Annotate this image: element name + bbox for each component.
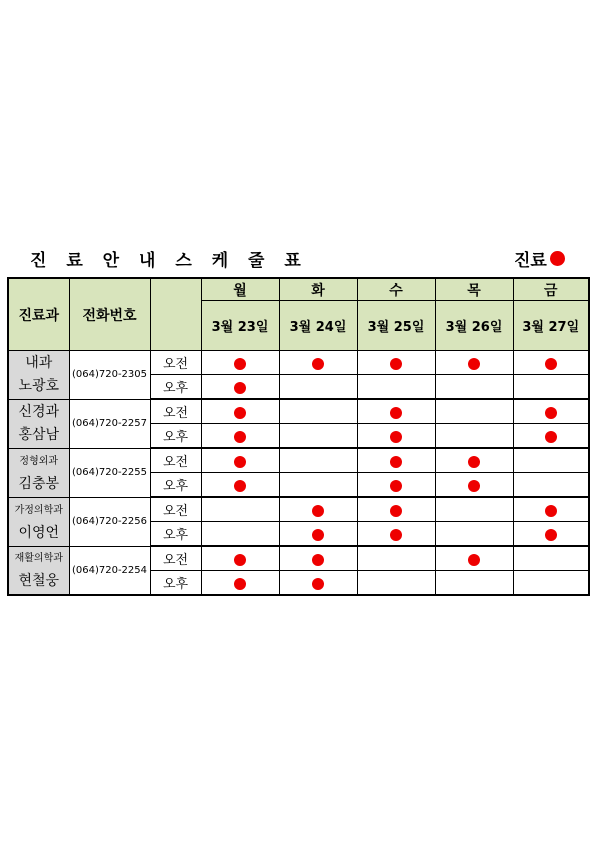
- dept-cell: [8, 546, 69, 595]
- phone-number: (064)720-2256: [69, 497, 150, 546]
- slot-label: 오후: [150, 375, 201, 400]
- schedule-cell: [435, 351, 513, 375]
- header-date: 3월 27일: [513, 301, 589, 351]
- clinic-dot-icon: [312, 578, 324, 590]
- schedule-cell: [279, 473, 357, 498]
- page-title: 진 료 안 내 스 케 줄 표: [30, 251, 308, 271]
- schedule-table: [7, 277, 590, 596]
- schedule-cell: [357, 473, 435, 498]
- schedule-cell: [513, 399, 589, 424]
- clinic-dot-icon: [468, 456, 480, 468]
- phone-number: (064)720-2257: [69, 399, 150, 448]
- slot-label: 오후: [150, 571, 201, 596]
- clinic-dot-icon: [234, 431, 246, 443]
- schedule-cell: [201, 546, 279, 571]
- clinic-dot-icon: [312, 358, 324, 370]
- schedule-cell: [357, 522, 435, 547]
- schedule-cell: [279, 351, 357, 375]
- dept-name: 신경과: [18, 403, 60, 420]
- header-date: 3월 24일: [279, 301, 357, 351]
- schedule-cell: [513, 351, 589, 375]
- schedule-cell: [201, 473, 279, 498]
- header-slot: [150, 278, 201, 351]
- clinic-dot-icon: [468, 480, 480, 492]
- dept-name: 정형외과: [19, 455, 59, 467]
- clinic-dot-icon: [234, 456, 246, 468]
- schedule-cell: [201, 571, 279, 596]
- schedule-cell: [513, 375, 589, 400]
- schedule-cell: [513, 546, 589, 571]
- table-row: [8, 351, 589, 375]
- schedule-cell: [279, 571, 357, 596]
- doctor-name: 홍삼남: [18, 426, 60, 443]
- schedule-cell: [357, 448, 435, 473]
- clinic-dot-icon: [234, 554, 246, 566]
- table-row: [8, 448, 589, 473]
- dept-cell: [8, 351, 69, 400]
- header-day: 금: [513, 278, 589, 301]
- schedule-cell: [201, 424, 279, 449]
- clinic-dot-icon: [545, 358, 557, 370]
- schedule-cell: [435, 497, 513, 522]
- schedule-cell: [201, 522, 279, 547]
- slot-label: 오전: [150, 546, 201, 571]
- legend: [514, 246, 565, 271]
- clinic-dot-icon: [312, 554, 324, 566]
- slot-label: 오전: [150, 351, 201, 375]
- clinic-dot-icon: [234, 407, 246, 419]
- schedule-cell: [279, 448, 357, 473]
- schedule-cell: [279, 399, 357, 424]
- table-row: [8, 399, 589, 424]
- schedule-cell: [513, 448, 589, 473]
- clinic-dot-icon: [234, 480, 246, 492]
- clinic-dot-icon: [234, 578, 246, 590]
- dept-name: 가정의학과: [14, 504, 63, 516]
- header-day: 월: [201, 278, 279, 301]
- schedule-cell: [513, 571, 589, 596]
- clinic-dot-icon: [545, 431, 557, 443]
- clinic-dot-icon: [468, 554, 480, 566]
- dept-cell: [8, 399, 69, 448]
- schedule-cell: [357, 375, 435, 400]
- schedule-cell: [279, 497, 357, 522]
- schedule-cell: [201, 351, 279, 375]
- schedule-cell: [513, 473, 589, 498]
- schedule-cell: [435, 424, 513, 449]
- doctor-name: 현철웅: [18, 573, 60, 590]
- schedule-cell: [201, 375, 279, 400]
- doctor-name: 노광호: [18, 377, 60, 394]
- legend-marker-icon: [550, 251, 565, 266]
- clinic-dot-icon: [468, 358, 480, 370]
- schedule-cell: [279, 375, 357, 400]
- schedule-cell: [435, 448, 513, 473]
- header-date: 3월 25일: [357, 301, 435, 351]
- clinic-dot-icon: [312, 529, 324, 541]
- clinic-dot-icon: [390, 529, 402, 541]
- schedule-cell: [279, 522, 357, 547]
- header-phone: 전화번호: [69, 278, 150, 351]
- header-dept: 진료과: [8, 278, 69, 351]
- schedule-cell: [201, 448, 279, 473]
- slot-label: 오후: [150, 424, 201, 449]
- doctor-name: 김충봉: [18, 475, 60, 492]
- clinic-dot-icon: [545, 407, 557, 419]
- header-date: 3월 26일: [435, 301, 513, 351]
- header-date: 3월 23일: [201, 301, 279, 351]
- schedule-cell: [279, 546, 357, 571]
- schedule-cell: [435, 522, 513, 547]
- doctor-name: 이영언: [18, 524, 60, 541]
- clinic-dot-icon: [390, 480, 402, 492]
- schedule-cell: [357, 399, 435, 424]
- clinic-dot-icon: [390, 456, 402, 468]
- schedule-cell: [201, 399, 279, 424]
- schedule-body: [8, 351, 589, 596]
- schedule-cell: [201, 497, 279, 522]
- schedule-cell: [435, 571, 513, 596]
- schedule-cell: [513, 424, 589, 449]
- header-day: 목: [435, 278, 513, 301]
- phone-number: (064)720-2305: [69, 351, 150, 400]
- slot-label: 오전: [150, 399, 201, 424]
- clinic-dot-icon: [545, 529, 557, 541]
- dept-cell: [8, 448, 69, 497]
- slot-label: 오후: [150, 473, 201, 498]
- schedule-cell: [435, 473, 513, 498]
- schedule-cell: [435, 546, 513, 571]
- schedule-cell: [357, 546, 435, 571]
- clinic-dot-icon: [234, 358, 246, 370]
- phone-number: (064)720-2254: [69, 546, 150, 595]
- schedule-cell: [435, 399, 513, 424]
- header-day: 수: [357, 278, 435, 301]
- schedule-cell: [513, 522, 589, 547]
- schedule-cell: [357, 571, 435, 596]
- schedule-cell: [357, 497, 435, 522]
- clinic-dot-icon: [390, 431, 402, 443]
- table-row: [8, 546, 589, 571]
- dept-name: 재활의학과: [14, 553, 63, 565]
- schedule-cell: [357, 351, 435, 375]
- table-row: [8, 497, 589, 522]
- header-day: 화: [279, 278, 357, 301]
- clinic-dot-icon: [234, 382, 246, 394]
- clinic-dot-icon: [545, 505, 557, 517]
- slot-label: 오전: [150, 448, 201, 473]
- schedule-cell: [513, 497, 589, 522]
- clinic-dot-icon: [390, 358, 402, 370]
- phone-number: (064)720-2255: [69, 448, 150, 497]
- dept-cell: [8, 497, 69, 546]
- slot-label: 오후: [150, 522, 201, 547]
- clinic-dot-icon: [312, 505, 324, 517]
- legend-label: 진료: [514, 251, 547, 271]
- schedule-cell: [435, 375, 513, 400]
- schedule-cell: [279, 424, 357, 449]
- clinic-dot-icon: [390, 505, 402, 517]
- slot-label: 오전: [150, 497, 201, 522]
- schedule-cell: [357, 424, 435, 449]
- clinic-dot-icon: [390, 407, 402, 419]
- dept-name: 내과: [25, 354, 53, 371]
